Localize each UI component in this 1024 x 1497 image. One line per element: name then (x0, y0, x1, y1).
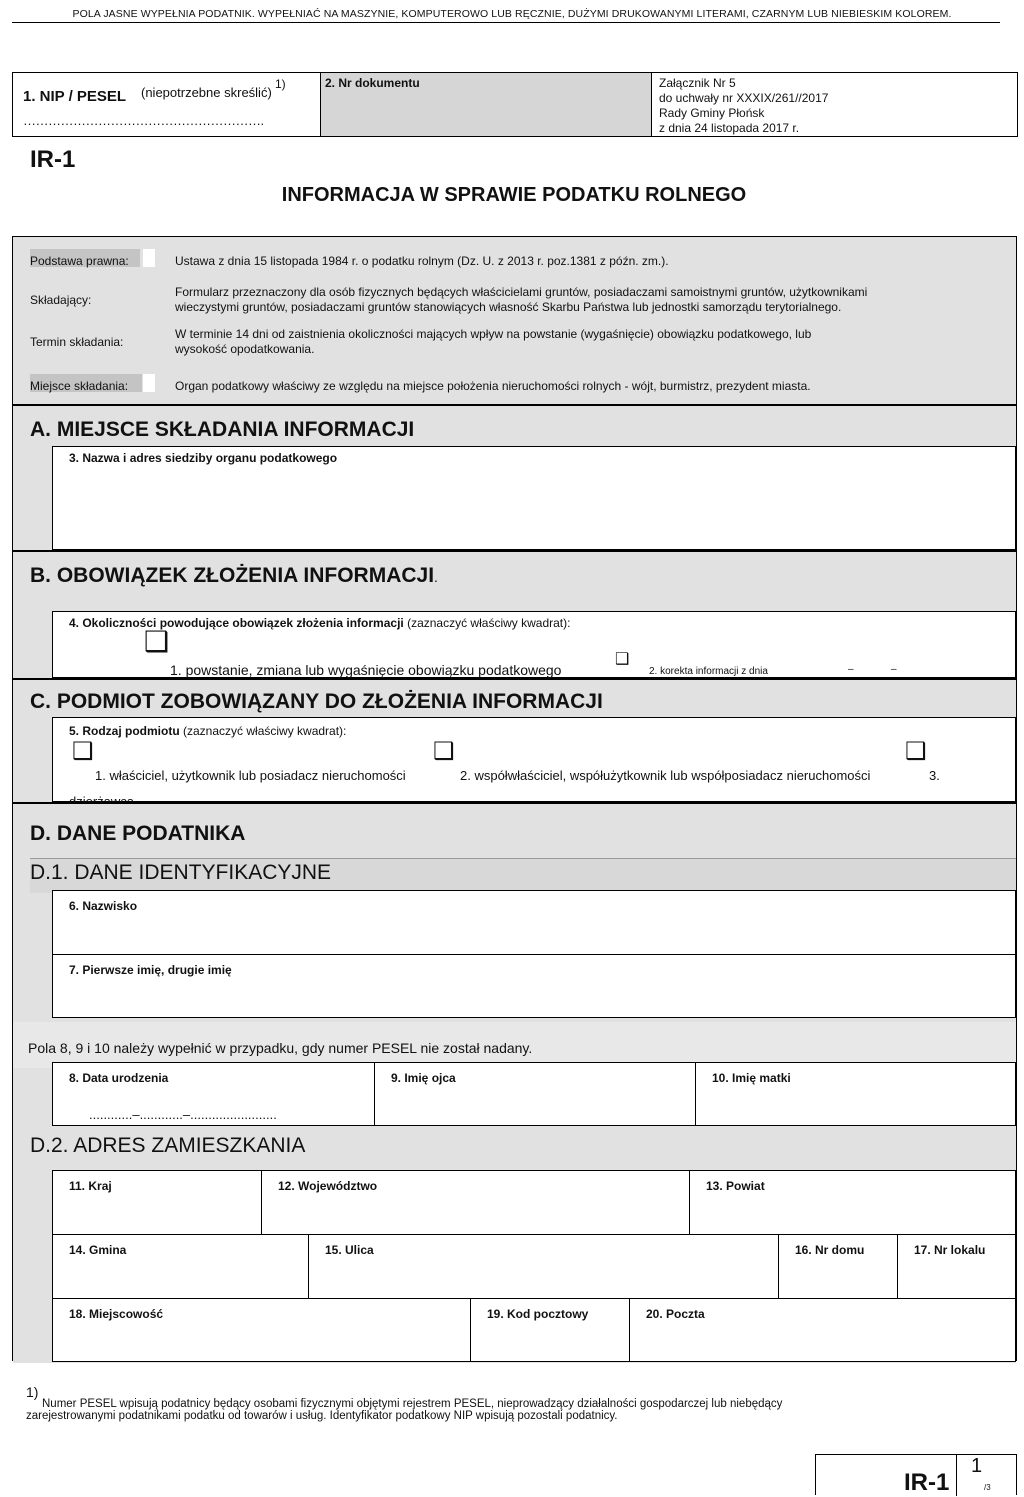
nip-dots: …………………………………………………. (23, 113, 264, 128)
field-6-label: 6. Nazwisko (69, 899, 138, 913)
field-13-county[interactable] (689, 1170, 1016, 1235)
field-5-label (69, 724, 346, 738)
field-6-surname[interactable] (52, 890, 1016, 955)
place-label: Miejsce składania: (30, 379, 129, 393)
submitter-text-line: Formularz przeznaczony dla osób fizycznych będących właścicielami gruntów, posiadaczami samoistnymi gruntów, użytkownikami (175, 285, 868, 299)
footer-page-total: /3 (984, 1483, 991, 1492)
place-text: Organ podatkowy właściwy ze względu na miejsce położenia nieruchomości rolnych - wójt, burmistrz, prezydent miasta. (175, 379, 811, 393)
field-17-apartment-number[interactable] (897, 1234, 1016, 1299)
field-3-label: 3. Nazwa i adres siedziby organu podatkowego (69, 451, 338, 465)
deadline-text-line: wysokość opodatkowania. (175, 342, 315, 356)
field-19-postal-code[interactable] (470, 1298, 630, 1362)
field-20-post-office[interactable] (629, 1298, 1016, 1362)
field-13-label: 13. Powiat (706, 1179, 765, 1193)
field-20-label: 20. Poczta (646, 1307, 705, 1321)
field-18-locality[interactable] (52, 1298, 471, 1362)
footnote-line: zarejestrowanymi podatnikami podatku od towarów i usług. Identyfikator podatkowy NIP wpisują pozostali podatnicy. (26, 1410, 618, 1422)
attachment-line: do uchwały nr XXXIX/261//2017 (659, 91, 829, 105)
field-7-label: 7. Pierwsze imię, drugie imię (69, 963, 232, 977)
checkbox-co-owner[interactable]: ❑ (433, 737, 455, 765)
checkbox-tenant[interactable]: ❑ (905, 737, 927, 765)
date-dash: – (891, 664, 897, 675)
document-number-box (320, 72, 652, 137)
field-15-street[interactable] (308, 1234, 779, 1299)
field-5-entity-type (52, 717, 1016, 802)
footnote-mark: 1) (26, 1384, 39, 1400)
checkbox-option-1[interactable]: ❑ (144, 625, 170, 658)
field-12-voivodeship[interactable] (261, 1170, 690, 1235)
d2-title: D.2. ADRES ZAMIESZKANIA (30, 1134, 306, 1157)
attachment-text (659, 76, 828, 136)
field-4-label-note: (zaznaczyć właściwy kwadrat): (403, 616, 571, 630)
field-16-house-number[interactable] (778, 1234, 898, 1299)
field-17-label: 17. Nr lokalu (914, 1243, 986, 1257)
field-8-birth-date[interactable] (52, 1062, 375, 1126)
nip-pesel-label: 1. NIP / PESEL (23, 88, 127, 105)
footnote-line: Numer PESEL wpisują podatnicy będący osobami fizycznymi objętymi rejestrem PESEL, nieprowadzący działalności gospodarczej lub niebędący (42, 1398, 783, 1410)
section-a-title: A. MIEJSCE SKŁADANIA INFORMACJI (30, 418, 415, 441)
footer-form-code: IR-1 (904, 1469, 950, 1496)
section-d-title: D. DANE PODATNIKA (30, 822, 246, 845)
section-b-title-text: B. OBOWIĄZEK ZŁOŻENIA INFORMACJI (30, 564, 435, 587)
field-4-label-bold: 4. Okoliczności powodujące obowiązek złożenia informacji (69, 616, 404, 630)
nip-pesel-box[interactable] (12, 72, 321, 137)
birth-date-placeholder: ............–............–........................ (89, 1107, 277, 1122)
footer-page-number: 1 (971, 1455, 983, 1477)
attachment-line: z dnia 24 listopada 2017 r. (659, 121, 800, 135)
legal-basis-label: Podstawa prawna: (30, 254, 129, 268)
checkbox-option-2[interactable]: ❑ (615, 649, 630, 668)
d1-title: D.1. DANE IDENTYFIKACYJNE (30, 861, 332, 884)
deadline-text (175, 327, 811, 357)
attachment-line: Rady Gminy Płońsk (659, 106, 765, 120)
co-owner-label: 2. współwłaściciel, współużytkownik lub współposiadacz nieruchomości (460, 768, 871, 783)
submitter-text-line: wieczystymi gruntów, posiadaczami gruntów stanowiących własność Skarbu Państwa lub jednostki samorządu terytorialnego. (175, 300, 842, 314)
tenant-number: 3. (929, 768, 940, 783)
option-1-label: 1. powstanie, zmiana lub wygaśnięcie obowiązku podatkowego (170, 662, 562, 678)
footer-box (815, 1454, 1017, 1495)
d1-header (30, 858, 1016, 893)
legal-basis-text: Ustawa z dnia 15 listopada 1984 r. o podatku rolnym (Dz. U. z 2013 r. poz.1381 z późn. zm.). (175, 254, 669, 268)
page-title: INFORMACJA W SPRAWIE PODATKU ROLNEGO (281, 184, 747, 206)
attachment-line: Załącznik Nr 5 (659, 76, 736, 90)
field-5-label-bold: 5. Rodzaj podmiotu (69, 724, 180, 738)
fill-instruction: POLA JASNE WYPEŁNIA PODATNIK. WYPEŁNIAĆ NA MASZYNIE, KOMPUTEROWO LUB RĘCZNIE, DUŻYMI DRUKOWANYMI LITERAMI, CZARNYM LUB NIEBIESKIM KOLOREM. (72, 8, 952, 20)
top-divider (12, 22, 1000, 23)
deadline-label: Termin składania: (30, 335, 124, 349)
field-14-municipality[interactable] (52, 1234, 309, 1299)
field-9-father-name[interactable] (374, 1062, 696, 1126)
field-12-label: 12. Województwo (278, 1179, 378, 1193)
pesel-note: Pola 8, 9 i 10 należy wypełnić w przypadku, gdy numer PESEL nie został nadany. (28, 1040, 533, 1056)
field-8-label: 8. Data urodzenia (69, 1071, 169, 1085)
form-right-border (1016, 236, 1017, 1361)
field-10-label: 10. Imię matki (712, 1071, 791, 1085)
document-number-label: 2. Nr dokumentu (325, 76, 420, 90)
attachment-box (651, 72, 1018, 137)
deadline-text-line: W terminie 14 dni od zaistnienia okoliczności mających wpływ na powstanie (wygaśnięcie) obowiązku podatkowego, lub (175, 327, 812, 341)
footnote-text (26, 1398, 782, 1422)
field-3-tax-office[interactable] (52, 446, 1016, 550)
field-11-label: 11. Kraj (69, 1179, 112, 1193)
submitter-label: Składający: (30, 293, 92, 307)
section-b-title (30, 564, 438, 588)
field-11-country[interactable] (52, 1170, 262, 1235)
submitter-text (175, 285, 867, 315)
field-18-label: 18. Miejscowość (69, 1307, 164, 1321)
nip-footnote-mark: 1) (275, 77, 286, 91)
date-dash: – (848, 664, 854, 675)
checkbox-owner[interactable]: ❑ (72, 737, 94, 765)
field-16-label: 16. Nr domu (795, 1243, 865, 1257)
intro-block (13, 236, 1016, 405)
field-4-circumstances (52, 611, 1016, 678)
field-19-label: 19. Kod pocztowy (487, 1307, 589, 1321)
field-5-label-note: (zaznaczyć właściwy kwadrat): (179, 724, 347, 738)
field-10-mother-name[interactable] (695, 1062, 1016, 1126)
field-7-first-names[interactable] (52, 954, 1016, 1018)
section-c-title: C. PODMIOT ZOBOWIĄZANY DO ZŁOŻENIA INFORMACJI (30, 690, 603, 713)
option-2-label: 2. korekta informacji z dnia (649, 666, 768, 677)
field-9-label: 9. Imię ojca (391, 1071, 456, 1085)
field-15-label: 15. Ulica (325, 1243, 374, 1257)
section-b-title-dot: . (434, 569, 438, 585)
field-14-label: 14. Gmina (69, 1243, 127, 1257)
nip-pesel-note: (niepotrzebne skreślić) (141, 85, 272, 100)
form-code: IR-1 (30, 146, 76, 173)
owner-label: 1. właściciel, użytkownik lub posiadacz nieruchomości (95, 768, 406, 783)
